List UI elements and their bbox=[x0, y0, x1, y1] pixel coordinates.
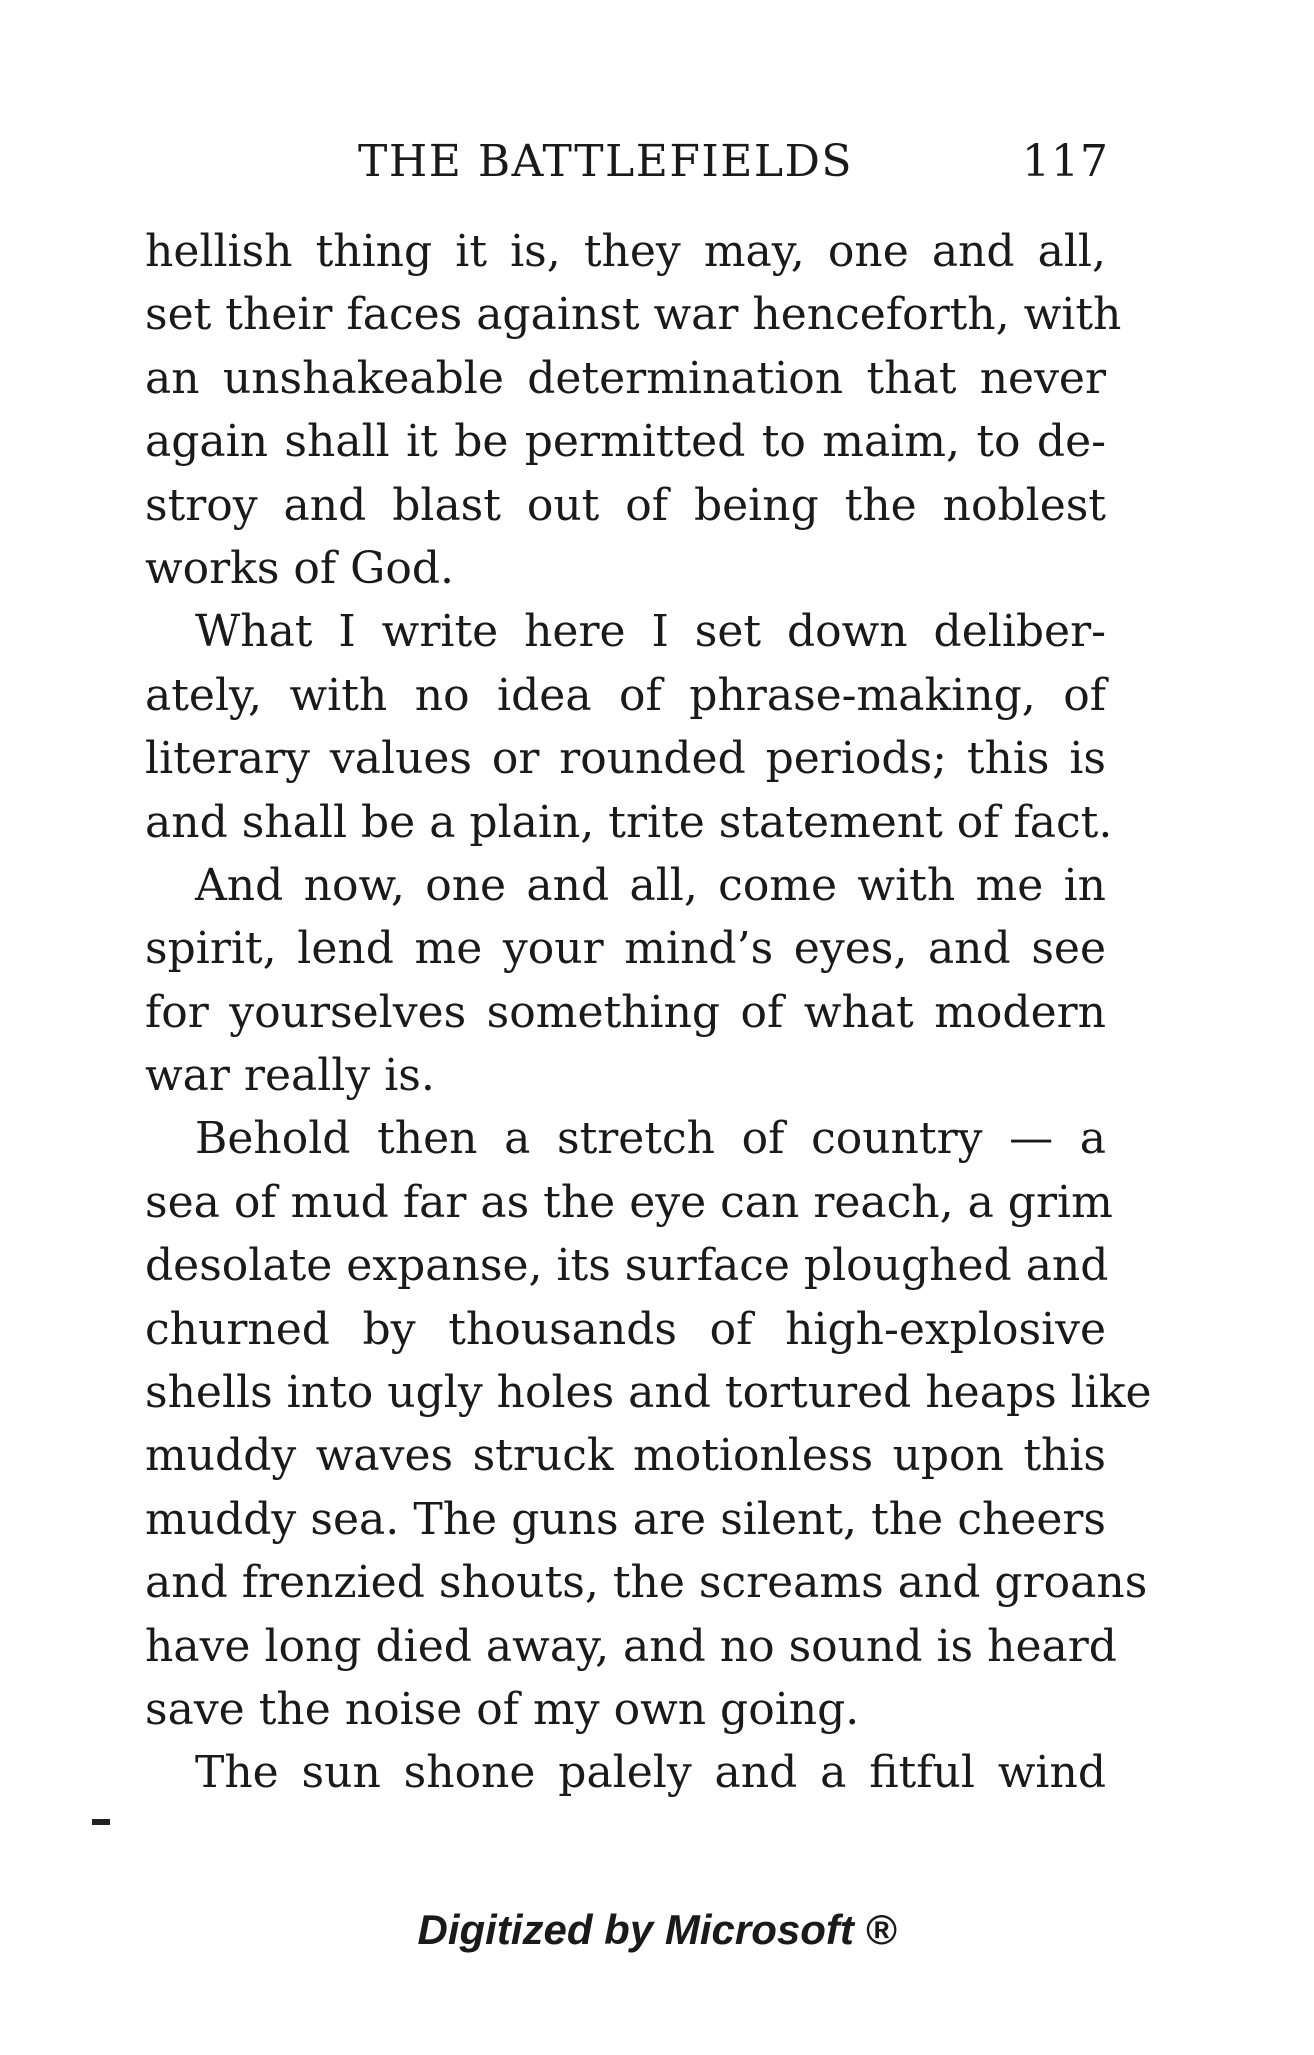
paragraph-start-line: The sun shone palely and a fitful wind bbox=[195, 1747, 1106, 1799]
text-line: hellish thing it is, they may, one and all, bbox=[145, 226, 1106, 277]
text-line: works of God. bbox=[145, 542, 454, 594]
text-line: again shall it be permitted to maim, to de- bbox=[145, 416, 1106, 468]
text-line: set their faces against war henceforth, with bbox=[145, 289, 1122, 341]
page-number: 117 bbox=[1022, 136, 1109, 187]
text-line: desolate expanse, its surface ploughed and bbox=[145, 1240, 1109, 1292]
paragraph-start-line: And now, one and all, come with me in bbox=[195, 859, 1106, 911]
text-line: sea of mud far as the eye can reach, a grim bbox=[145, 1176, 1113, 1228]
body-text bbox=[145, 220, 1152, 1805]
paragraph-start-line: What I write here I set down deliber- bbox=[195, 606, 1106, 658]
text-line: muddy waves struck motionless upon this bbox=[145, 1430, 1106, 1482]
text-line: churned by thousands of high-explosive bbox=[145, 1303, 1106, 1355]
text-line: have long died away, and no sound is heard bbox=[145, 1620, 1117, 1672]
text-line: and shall be a plain, trite statement of fact. bbox=[145, 796, 1113, 848]
text-line: ately, with no idea of phrase-making, of bbox=[145, 669, 1106, 721]
running-header bbox=[0, 132, 1314, 192]
text-line: spirit, lend me your mind’s eyes, and see bbox=[145, 923, 1106, 975]
text-line: and frenzied shouts, the screams and groans bbox=[145, 1557, 1148, 1609]
text-line: for yourselves something of what modern bbox=[145, 986, 1106, 1038]
text-line: muddy sea. The guns are silent, the cheers bbox=[145, 1493, 1106, 1545]
digitization-watermark: Digitized by Microsoft ® bbox=[417, 1906, 897, 1953]
text-line: stroy and blast out of being the noblest bbox=[145, 479, 1106, 531]
text-line: an unshakeable determination that never bbox=[145, 352, 1106, 404]
text-line: war really is. bbox=[145, 1050, 435, 1102]
paragraph-start-line: Behold then a stretch of country — a bbox=[195, 1113, 1106, 1165]
running-title: THE BATTLEFIELDS bbox=[358, 136, 854, 187]
text-line: shells into ugly holes and tortured heaps like bbox=[145, 1367, 1152, 1419]
text-line: literary values or rounded periods; this is bbox=[145, 733, 1106, 785]
margin-dash-mark bbox=[92, 1819, 110, 1825]
text-line: save the noise of my own going. bbox=[145, 1683, 860, 1735]
